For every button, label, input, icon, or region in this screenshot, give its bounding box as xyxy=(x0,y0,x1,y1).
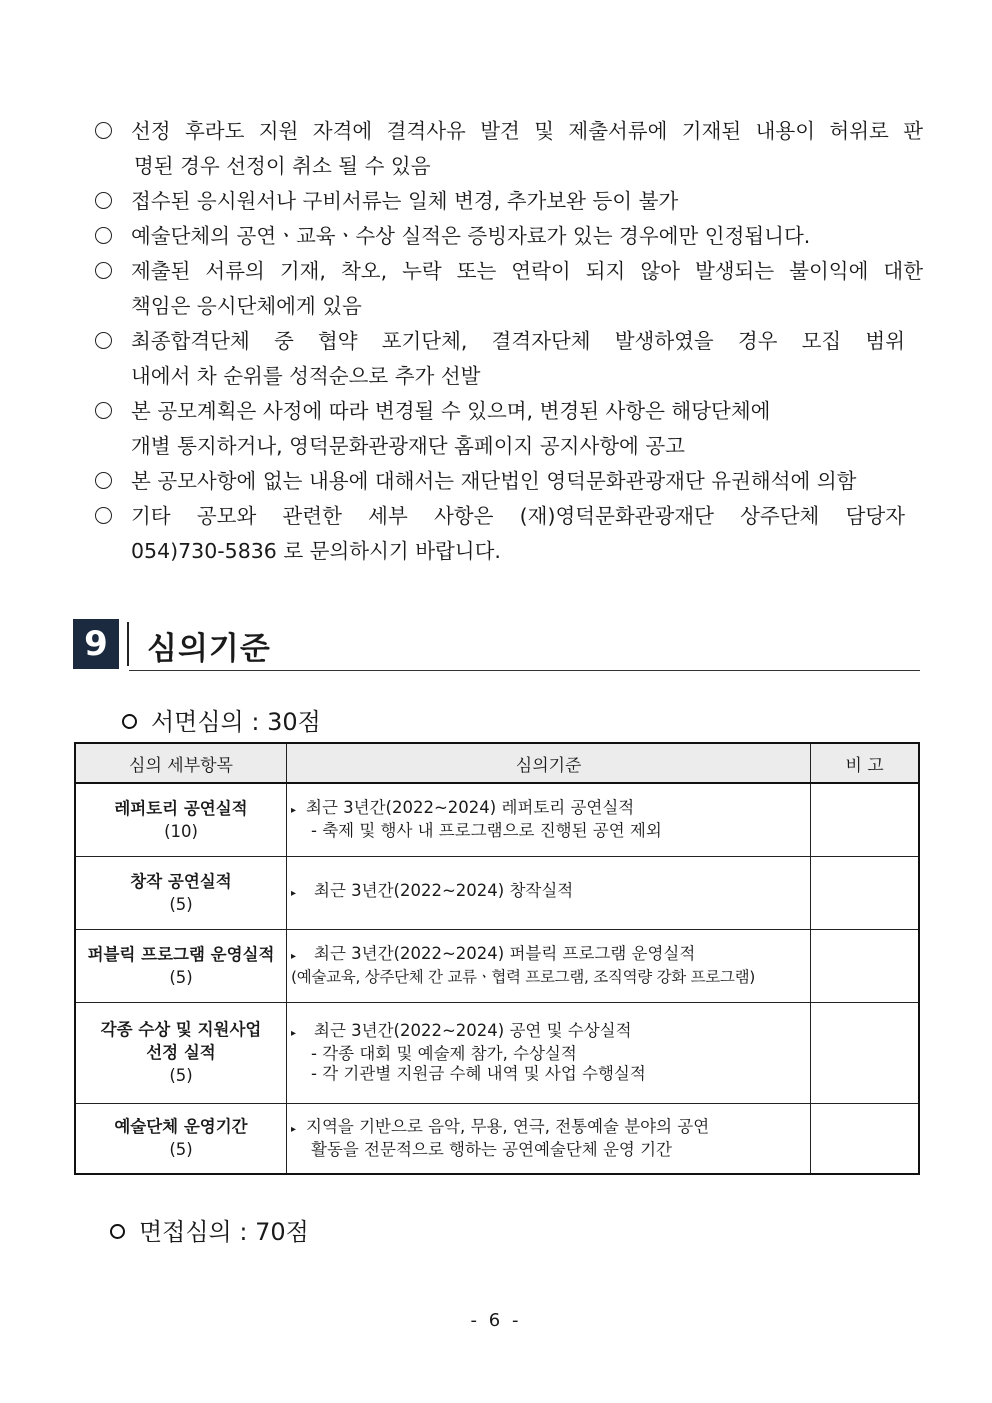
item-points: (5) xyxy=(169,894,193,914)
criteria-line: (예술교육, 상주단체 간 교류ㆍ협력 프로그램, 조직역량 강화 프로그램) xyxy=(291,968,755,986)
review-criteria-table xyxy=(74,742,920,1175)
circle-bullet-icon xyxy=(95,227,112,244)
triangle-bullet-icon: ▸ xyxy=(291,951,297,962)
notice-item xyxy=(93,219,923,254)
document-review-label: 서면심의 : 30점 xyxy=(151,708,321,736)
hollow-circle-bullet-icon xyxy=(110,1224,125,1239)
document-review-heading xyxy=(122,702,321,737)
criteria-cell xyxy=(287,1002,811,1103)
criteria-line: 최근 3년간(2022~2024) 창작실적 xyxy=(314,881,574,900)
item-name: 퍼블릭 프로그램 운영실적 xyxy=(87,944,275,964)
item-cell xyxy=(75,1002,287,1103)
notice-line: 접수된 응시원서나 구비서류는 일체 변경, 추가보완 등이 불가 xyxy=(131,189,679,213)
criteria-line: - 축제 및 행사 내 프로그램으로 진행된 공연 제외 xyxy=(311,821,662,841)
item-name: 창작 공연실적 xyxy=(130,871,232,891)
hollow-circle-bullet-icon xyxy=(122,714,137,729)
notice-line: 선정 후라도 지원 자격에 결격사유 발견 및 제출서류에 기재된 내용이 허위로 판 xyxy=(131,119,923,143)
header-item: 심의 세부항목 xyxy=(75,743,287,783)
notice-line: 기타 공모와 관련한 세부 사항은 (재)영덕문화관광재단 상주단체 담당자 xyxy=(131,504,905,528)
table-header-row xyxy=(75,743,919,783)
table-row xyxy=(75,929,919,1002)
circle-bullet-icon xyxy=(95,122,112,139)
criteria-line: 최근 3년간(2022~2024) 레퍼토리 공연실적 xyxy=(306,798,635,818)
note-cell xyxy=(811,783,919,856)
criteria-line: 지역을 기반으로 음악, 무용, 연극, 전통예술 분야의 공연 xyxy=(306,1116,710,1136)
criteria-cell xyxy=(287,929,811,1002)
item-name: 레퍼토리 공연실적 xyxy=(114,798,248,818)
header-criteria: 심의기준 xyxy=(287,743,811,783)
table-row xyxy=(75,1103,919,1174)
page-number: - 6 - xyxy=(470,1310,522,1331)
notice-line: 예술단체의 공연ㆍ교육ㆍ수상 실적은 증빙자료가 있는 경우에만 인정됩니다. xyxy=(131,224,811,248)
criteria-line: 최근 3년간(2022~2024) 퍼블릭 프로그램 운영실적 xyxy=(314,944,696,963)
section-title: 심의기준 xyxy=(147,631,271,667)
item-cell xyxy=(75,929,287,1002)
notice-item xyxy=(93,114,923,184)
item-points: (5) xyxy=(169,1066,193,1085)
circle-bullet-icon xyxy=(95,507,112,524)
criteria-line: 활동을 전문적으로 행하는 공연예술단체 운영 기간 xyxy=(311,1139,672,1159)
criteria-line: 최근 3년간(2022~2024) 공연 및 수상실적 xyxy=(314,1021,632,1040)
triangle-bullet-icon: ▸ xyxy=(291,805,297,817)
note-cell xyxy=(811,1002,919,1103)
interview-review-label: 면접심의 : 70점 xyxy=(139,1218,309,1246)
note-cell xyxy=(811,929,919,1002)
item-cell xyxy=(75,1103,287,1174)
notice-line: 제출된 서류의 기재, 착오, 누락 또는 연락이 되지 않아 발생되는 불이익에 대한 xyxy=(131,259,923,283)
notice-item xyxy=(93,499,923,569)
criteria-cell xyxy=(287,856,811,929)
notice-line: 본 공모계획은 사정에 따라 변경될 수 있으며, 변경된 사항은 해당단체에 xyxy=(131,399,771,423)
table-row xyxy=(75,783,919,856)
note-cell xyxy=(811,1103,919,1174)
notice-item xyxy=(93,324,923,394)
criteria-line: - 각종 대회 및 예술제 참가, 수상실적 xyxy=(311,1044,577,1063)
interview-review-heading xyxy=(110,1212,309,1247)
item-cell xyxy=(75,856,287,929)
notice-line: 개별 통지하거나, 영덕문화관광재단 홈페이지 공지사항에 공고 xyxy=(131,434,685,458)
notice-line: 054)730-5836 로 문의하시기 바랍니다. xyxy=(131,539,501,563)
notice-line: 최종합격단체 중 협약 포기단체, 결격자단체 발생하였을 경우 모집 범위 xyxy=(131,329,905,353)
notice-item xyxy=(93,394,923,464)
triangle-bullet-icon: ▸ xyxy=(291,1123,297,1135)
circle-bullet-icon xyxy=(95,192,112,209)
item-name: 예술단체 운영기간 xyxy=(114,1117,248,1137)
table-row xyxy=(75,856,919,929)
notice-line: 내에서 차 순위를 성적순으로 추가 선발 xyxy=(131,364,481,388)
notice-line: 본 공모사항에 없는 내용에 대해서는 재단법인 영덕문화관광재단 유권해석에 의함 xyxy=(131,469,857,493)
notice-item xyxy=(93,254,923,324)
section-header xyxy=(73,619,920,669)
criteria-line: - 각 기관별 지원금 수혜 내역 및 사업 수행실적 xyxy=(311,1064,646,1083)
item-name: 각종 수상 및 지원사업 xyxy=(100,1020,262,1039)
item-name: 선정 실적 xyxy=(146,1043,216,1062)
notice-item xyxy=(93,184,923,219)
table-row xyxy=(75,1002,919,1103)
criteria-cell xyxy=(287,783,811,856)
item-points: (5) xyxy=(169,967,193,987)
circle-bullet-icon xyxy=(95,402,112,419)
notice-line: 명된 경우 선정이 취소 될 수 있음 xyxy=(134,154,431,178)
circle-bullet-icon xyxy=(95,262,112,279)
notice-item xyxy=(93,464,923,499)
circle-bullet-icon xyxy=(95,332,112,349)
circle-bullet-icon xyxy=(95,472,112,489)
section-number-badge: 9 xyxy=(73,619,119,669)
item-points: (5) xyxy=(169,1140,193,1160)
triangle-bullet-icon: ▸ xyxy=(291,1028,297,1039)
section-divider xyxy=(127,622,129,666)
notice-line: 책임은 응시단체에게 있음 xyxy=(131,294,362,318)
item-cell xyxy=(75,783,287,856)
criteria-cell xyxy=(287,1103,811,1174)
notice-list xyxy=(93,114,923,569)
item-points: (10) xyxy=(164,821,198,841)
note-cell xyxy=(811,856,919,929)
section-underline xyxy=(129,670,920,672)
header-note: 비 고 xyxy=(811,743,919,783)
triangle-bullet-icon: ▸ xyxy=(291,888,297,899)
